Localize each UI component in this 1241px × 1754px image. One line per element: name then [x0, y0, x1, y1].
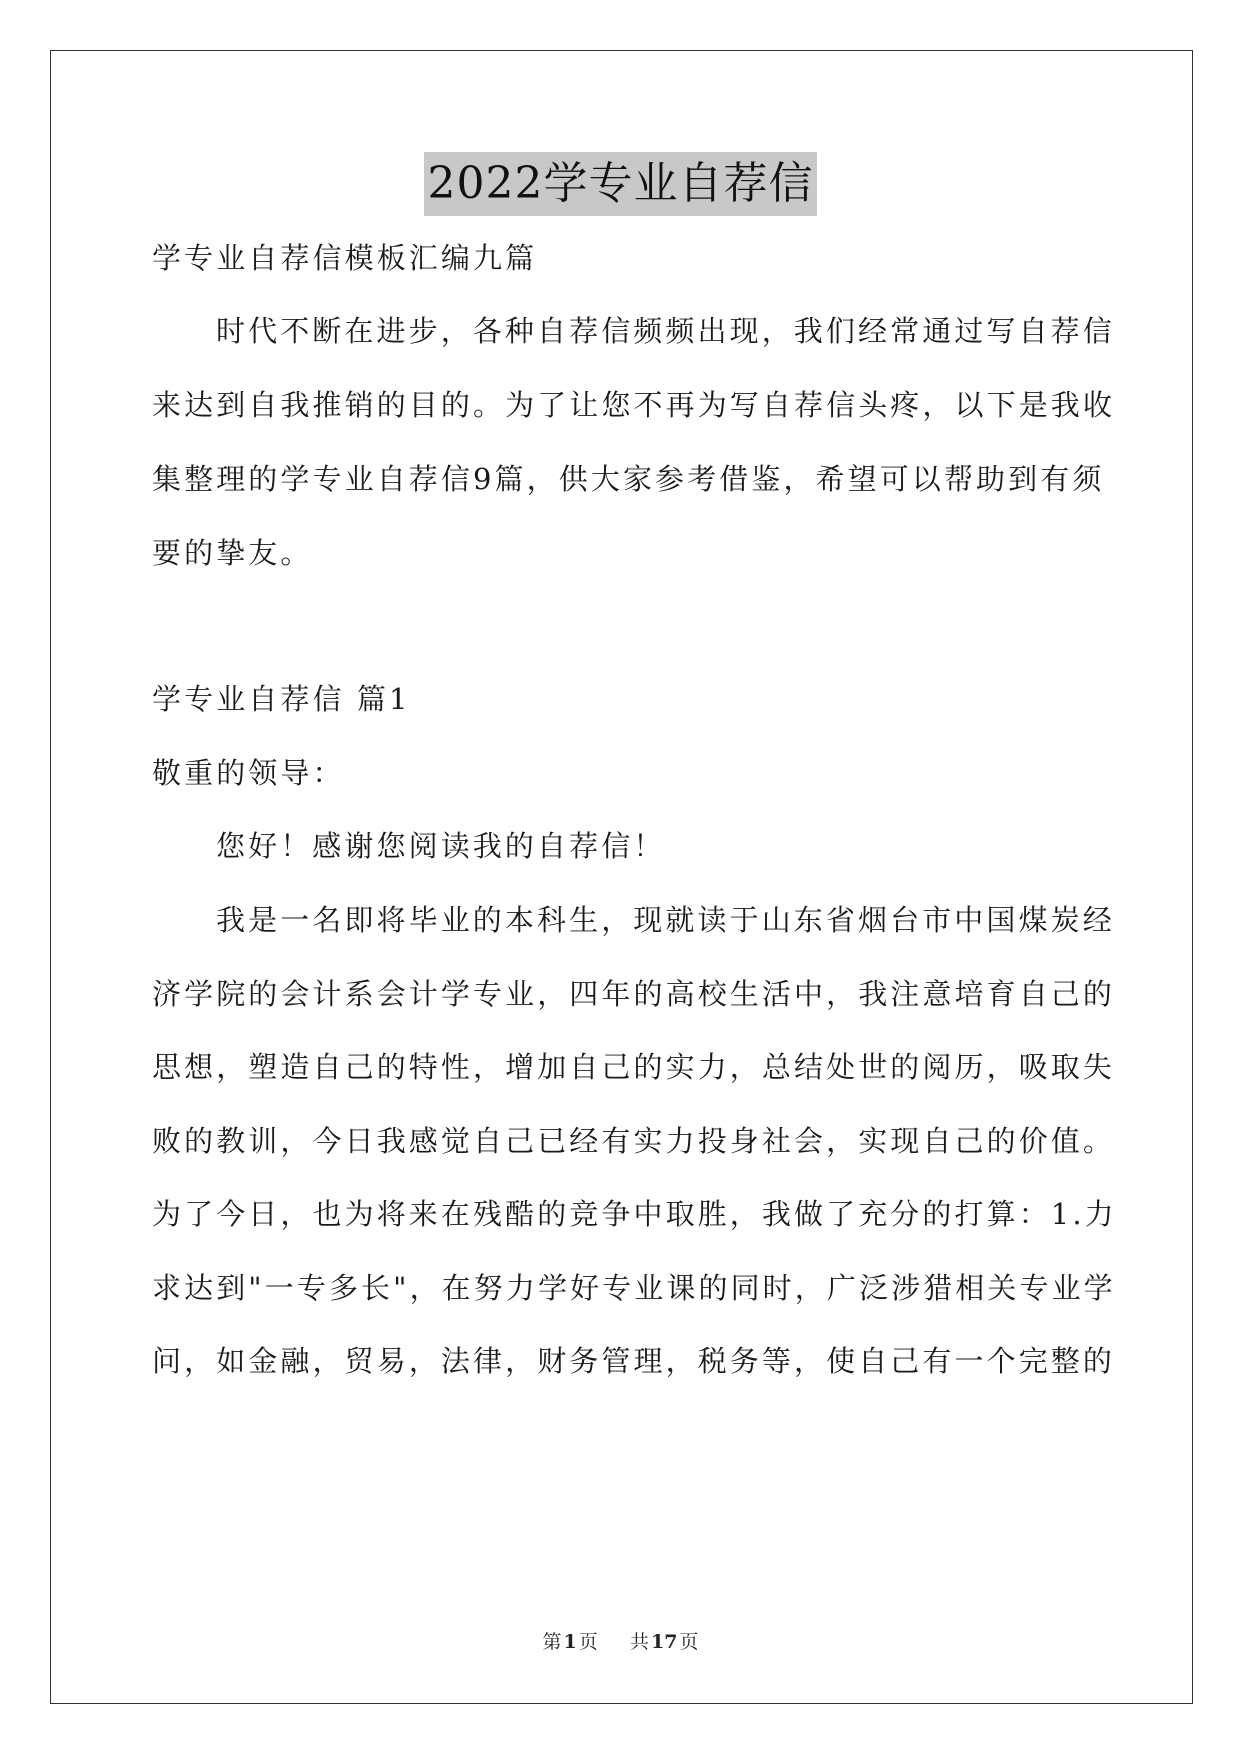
total-pages-indicator — [628, 1631, 700, 1653]
intro-line: 时代不断在进步，各种自荐信频频出现，我们经常通过写自荐信 — [216, 314, 1115, 348]
total-prefix: 共 — [629, 1631, 649, 1653]
body-line: 为了今日，也为将来在残酷的竞争中取胜，我做了充分的打算：1.力 — [152, 1197, 1117, 1231]
page-label-prefix: 第 — [542, 1631, 562, 1653]
page-border — [50, 50, 1193, 1704]
body-line: 败的教训，今日我感觉自己已经有实力投身社会，实现自己的价值。 — [152, 1124, 1116, 1158]
salutation: 敬重的领导： — [152, 756, 345, 790]
total-suffix: 页 — [679, 1631, 699, 1653]
body-line: 我是一名即将毕业的本科生，现就读于山东省烟台市中国煤炭经 — [216, 903, 1115, 937]
body-line: 思想，塑造自己的特性，增加自己的实力，总结处世的阅历，吸取失 — [152, 1050, 1116, 1084]
greeting: 您好！感谢您阅读我的自荐信！ — [216, 829, 666, 863]
document-subtitle: 学专业自荐信模板汇编九篇 — [152, 241, 538, 275]
intro-line: 来达到自我推销的目的。为了让您不再为写自荐信头疼，以下是我收 — [152, 388, 1116, 422]
body-line: 求达到"一专多长"，在努力学好专业课的同时，广泛涉猎相关专业学 — [152, 1271, 1116, 1305]
intro-line: 要的挚友。 — [152, 536, 313, 570]
title-wrap — [0, 152, 1241, 216]
page-label-suffix: 页 — [578, 1631, 598, 1653]
page-number: 1 — [563, 1631, 577, 1653]
intro-line: 集整理的学专业自荐信9篇，供大家参考借鉴，希望可以帮助到有须 — [152, 462, 1105, 496]
body-line: 济学院的会计系会计学专业，四年的高校生活中，我注意培育自己的 — [152, 977, 1116, 1011]
body-line: 问，如金融，贸易，法律，财务管理，税务等，使自己有一个完整的 — [152, 1344, 1116, 1378]
section-heading: 学专业自荐信 篇1 — [152, 682, 411, 716]
page-indicator — [541, 1631, 600, 1653]
document-title: 2022学专业自荐信 — [424, 152, 818, 216]
page-footer — [0, 1630, 1241, 1654]
total-pages: 17 — [650, 1631, 678, 1653]
